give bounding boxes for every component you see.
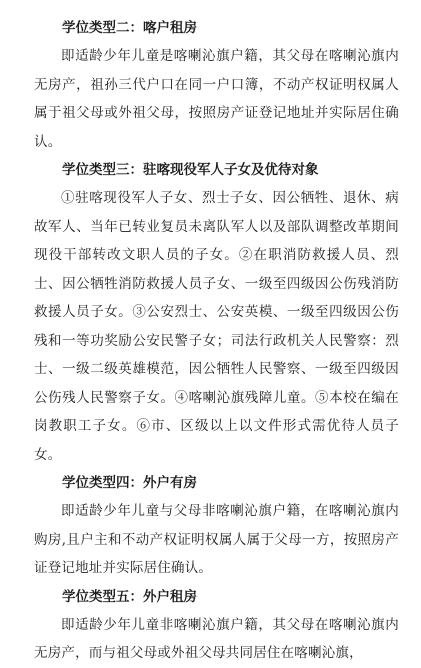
- section-heading: 学位类型二：喀户租房: [62, 20, 197, 36]
- section-type-4: [34, 469, 399, 583]
- section-body: ①驻喀现役军人子女、烈士子女、因公牺牲、退休、病故军人、当年已转业复员未离队军人以及部队调整改革期间现役干部转改文职人员的子女。②在职消防救援人员、烈士、因公牺牲消防救援人员子女、一级至四级因公伤残消防救援人员子女。③公安烈士、公安英模、一级至四级因公伤残和一等功奖励公安民警子女；司法行政机关人民警察：烈士、一级二级英雄模范，因公牺牲人民警察、一级至四级因公伤残人民警察子女。④喀喇沁旗残障儿童。⑤本校在编在岗教职工子女。⑥市、区级以上以文件形式需优待人员子女。: [34, 190, 399, 463]
- section-heading: 学位类型三：驻喀现役军人子女及优待对象: [62, 162, 319, 178]
- section-body: 即适龄少年儿童非喀喇沁旗户籍，其父母在喀喇沁旗内无房产，而与祖父母或外祖父母共同居住在喀喇沁旗，: [34, 616, 399, 661]
- section-type-2: [34, 14, 399, 156]
- section-type-5: [34, 583, 399, 668]
- section-body: 即适龄少年儿童与父母非喀喇沁旗户籍，在喀喇沁旗内购房,且户主和不动产权证明权属人属于父母一方，按照房产证登记地址并实际居住确认。: [34, 503, 399, 576]
- section-heading: 学位类型四：外户有房: [62, 475, 197, 491]
- section-body: 即适龄少年儿童是喀喇沁旗户籍，其父母在喀喇沁旗内无房产，祖孙三代户口在同一户口簿，不动产权证明权属人属于祖父母或外祖父母，按照房产证登记地址并实际居住确认。: [34, 48, 399, 150]
- section-heading: 学位类型五：外户租房: [62, 588, 197, 605]
- section-type-3: [34, 156, 399, 469]
